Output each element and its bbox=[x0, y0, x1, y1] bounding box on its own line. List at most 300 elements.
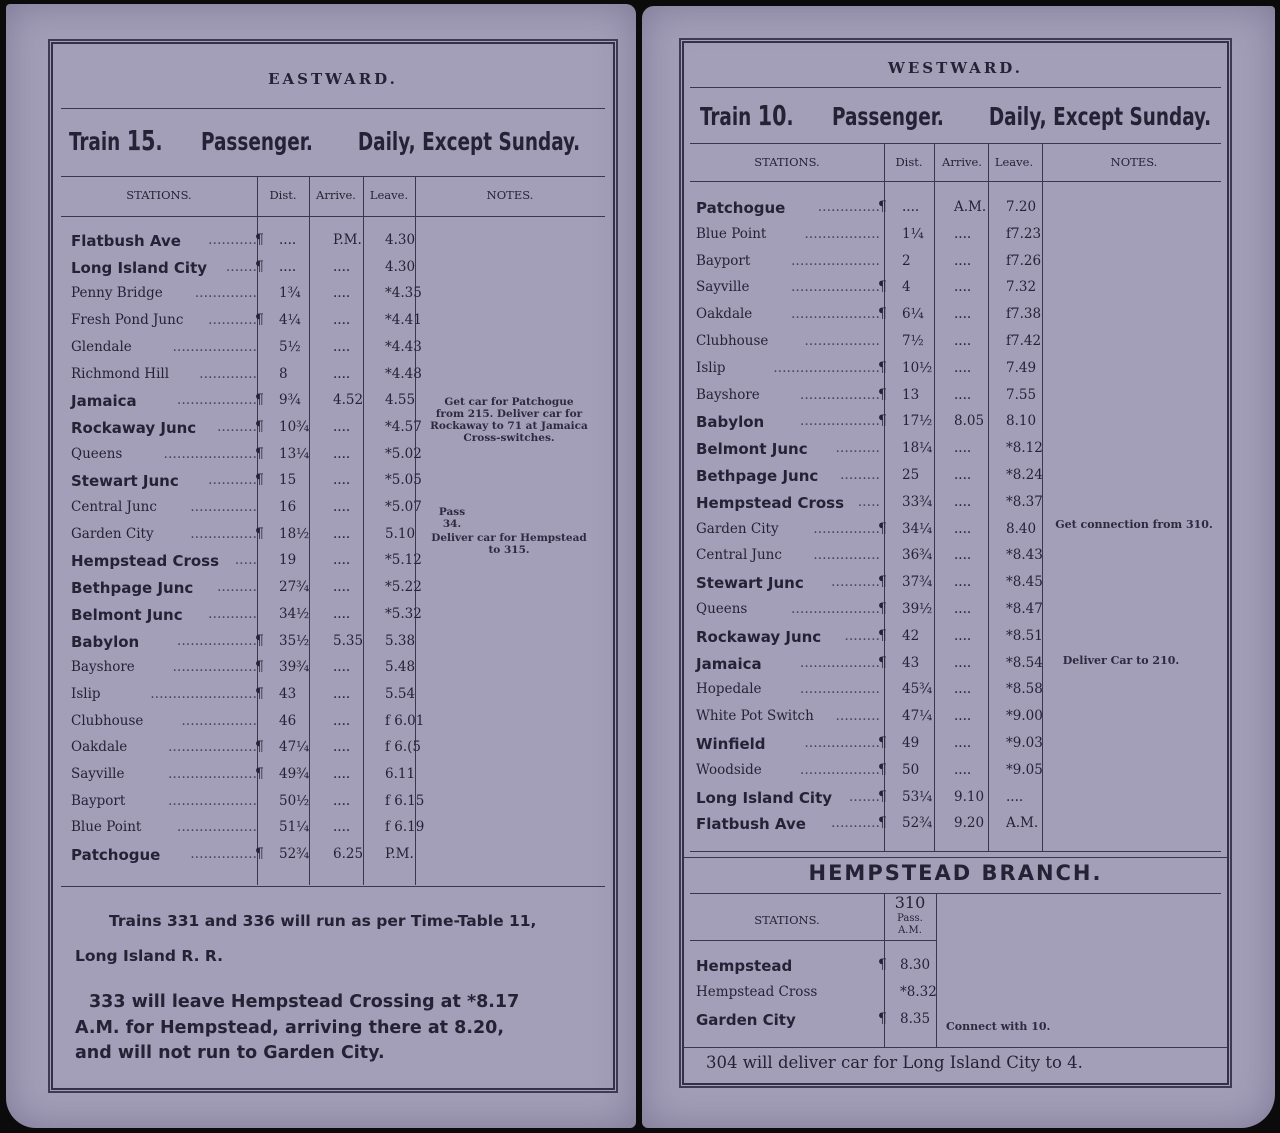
leave-cell: 5.48 bbox=[385, 659, 416, 676]
station-name: Belmont Junc bbox=[71, 605, 183, 624]
timetable-row bbox=[71, 792, 425, 819]
station-mark: ¶ bbox=[878, 413, 887, 430]
leave-cell: *5.07 bbox=[385, 499, 422, 515]
time-cell: 8.30 bbox=[900, 957, 931, 973]
leave-cell: *8.45 bbox=[1006, 574, 1043, 591]
arrive-cell: .... bbox=[333, 525, 351, 542]
arrive-cell: 8.05 bbox=[954, 413, 985, 430]
station-name: Long Island City bbox=[696, 788, 833, 807]
train-number: 15 bbox=[126, 124, 156, 157]
train-number: 10 bbox=[757, 99, 787, 132]
leave-cell: *5.22 bbox=[385, 579, 422, 596]
leave-cell: 6.11 bbox=[385, 766, 416, 782]
timetable-row bbox=[696, 547, 1043, 573]
arrive-cell: 9.10 bbox=[954, 788, 985, 805]
dist-cell: 37¾ bbox=[902, 574, 933, 591]
station-name: Garden City bbox=[696, 1011, 796, 1029]
station-mark: ¶ bbox=[255, 846, 264, 863]
dist-cell: 36¾ bbox=[902, 547, 933, 564]
station-name: Penny Bridge bbox=[71, 285, 163, 302]
dist-cell: .... bbox=[902, 199, 920, 215]
leader-dots: ........... bbox=[208, 472, 257, 489]
leave-cell: f7.26 bbox=[1006, 252, 1042, 269]
branch-row bbox=[696, 984, 936, 1010]
arrive-cell: .... bbox=[333, 472, 351, 489]
leave-cell: *9.05 bbox=[1006, 761, 1043, 778]
footer-line-2: Long Island R. R. bbox=[75, 947, 223, 965]
station-name: Islip bbox=[696, 359, 726, 376]
leader-dots: .................... bbox=[790, 306, 880, 323]
note-garden-city: Get connection from 310. bbox=[1055, 518, 1213, 531]
arrive-cell: .... bbox=[954, 627, 972, 644]
arrive-cell: .... bbox=[333, 792, 351, 809]
arrive-cell: .... bbox=[333, 338, 351, 355]
arrive-cell: .... bbox=[333, 312, 351, 329]
leave-cell: f7.42 bbox=[1006, 333, 1042, 349]
leave-cell: 8.40 bbox=[1006, 520, 1037, 537]
arrive-cell: .... bbox=[333, 685, 351, 702]
leader-dots: ......... bbox=[216, 418, 257, 435]
leave-cell: f 6.19 bbox=[385, 819, 425, 836]
station-mark: ¶ bbox=[255, 632, 264, 649]
dist-cell: 42 bbox=[902, 627, 920, 644]
branch-row bbox=[696, 1011, 936, 1037]
arrive-cell: .... bbox=[333, 258, 351, 275]
dist-cell: 52¾ bbox=[279, 846, 310, 863]
dist-cell: 47¼ bbox=[902, 708, 933, 725]
timetable-row bbox=[696, 815, 1039, 841]
station-name: Rockaway Junc bbox=[71, 418, 197, 437]
timetable-row bbox=[696, 252, 1042, 279]
timetable-row bbox=[696, 761, 1043, 788]
branch-note: Connect with 10. bbox=[946, 1020, 1051, 1033]
leave-cell: 4.30 bbox=[385, 258, 416, 275]
dist-cell: 34¼ bbox=[902, 520, 933, 537]
leader-dots: .................. bbox=[799, 654, 880, 671]
station-mark: ¶ bbox=[255, 472, 264, 489]
station-name: Garden City bbox=[71, 525, 154, 542]
dist-cell: 52¾ bbox=[902, 815, 933, 832]
dist-cell: 16 bbox=[279, 499, 297, 515]
footer-line-1: Trains 331 and 336 will run as per Time-Table 11, bbox=[109, 912, 537, 930]
arrive-cell: 9.20 bbox=[954, 815, 985, 832]
time-cell: *8.32 bbox=[900, 984, 937, 1000]
arrive-cell: .... bbox=[333, 605, 351, 622]
leave-cell: *8.58 bbox=[1006, 681, 1043, 698]
dist-cell: 17½ bbox=[902, 413, 933, 430]
dist-cell: 43 bbox=[902, 654, 920, 671]
train-service: Passenger. bbox=[832, 102, 944, 131]
timetable-row bbox=[696, 654, 1043, 681]
arrive-cell: 6.25 bbox=[333, 846, 364, 863]
station-name: Clubhouse bbox=[71, 712, 144, 729]
station-name: Belmont Junc bbox=[696, 440, 808, 459]
leader-dots: ..... bbox=[857, 493, 880, 510]
leader-dots: .................... bbox=[790, 252, 880, 269]
footer-line-4: A.M. for Hempstead, arriving there at 8.20, bbox=[75, 1018, 504, 1038]
arrive-cell: .... bbox=[954, 359, 972, 376]
train-heading: Train 15. Passenger. Daily, Except Sunday. bbox=[69, 124, 581, 157]
dist-cell: 15 bbox=[279, 472, 297, 489]
station-name: Glendale bbox=[71, 338, 132, 355]
leave-cell: 7.55 bbox=[1006, 386, 1037, 403]
leader-dots: .................. bbox=[176, 632, 257, 649]
timetable-row bbox=[696, 493, 1043, 520]
timetable-row bbox=[71, 418, 422, 445]
station-name: Jamaica bbox=[696, 654, 762, 673]
dist-cell: 10¾ bbox=[279, 418, 310, 435]
station-name: Garden City bbox=[696, 520, 779, 537]
leave-cell: 5.10 bbox=[385, 525, 416, 542]
arrive-cell: .... bbox=[954, 440, 972, 457]
station-mark: ¶ bbox=[878, 306, 887, 323]
station-mark: ¶ bbox=[878, 601, 887, 617]
station-mark: ¶ bbox=[878, 735, 887, 751]
timetable-row bbox=[696, 279, 1036, 305]
arrive-cell: .... bbox=[954, 547, 972, 564]
station-name: Babylon bbox=[71, 632, 140, 651]
arrive-cell: .... bbox=[333, 365, 351, 382]
leader-dots: ......... bbox=[839, 467, 880, 483]
leave-cell: *4.57 bbox=[385, 418, 422, 435]
arrive-cell: .... bbox=[954, 252, 972, 269]
leader-dots: .................... bbox=[790, 601, 880, 617]
leader-dots: ........................ bbox=[773, 359, 880, 376]
leave-cell: f7.23 bbox=[1006, 225, 1042, 242]
leave-cell: 4.30 bbox=[385, 232, 416, 248]
station-name: Stewart Junc bbox=[71, 472, 179, 491]
timetable-row bbox=[696, 521, 1036, 547]
arrive-cell: .... bbox=[333, 445, 351, 462]
leader-dots: ..... bbox=[234, 552, 257, 569]
leader-dots: ............... bbox=[190, 499, 257, 515]
arrive-cell: .... bbox=[954, 306, 972, 323]
timetable-row bbox=[71, 312, 422, 338]
timetable-row bbox=[696, 306, 1042, 332]
dist-cell: .... bbox=[279, 232, 297, 248]
dist-cell: 18¼ bbox=[902, 440, 933, 457]
station-name: Flatbush Ave bbox=[696, 815, 806, 834]
station-name: Patchogue bbox=[71, 846, 161, 865]
timetable-row bbox=[696, 440, 1043, 466]
leave-cell: *5.02 bbox=[385, 445, 422, 462]
leave-cell: 5.54 bbox=[385, 685, 416, 702]
dist-cell: 49¾ bbox=[279, 766, 310, 782]
timetable-row bbox=[71, 472, 422, 498]
dist-cell: 6¼ bbox=[902, 306, 924, 323]
arrive-cell: .... bbox=[333, 712, 351, 729]
train-service: Passenger. bbox=[201, 127, 313, 156]
station-mark: ¶ bbox=[255, 445, 264, 462]
dist-cell: 4¼ bbox=[279, 312, 301, 329]
leader-dots: ........... bbox=[831, 574, 880, 591]
station-mark: ¶ bbox=[255, 685, 264, 702]
leader-dots: ........... bbox=[208, 232, 257, 248]
leader-dots: ..................... bbox=[163, 445, 257, 462]
timetable-row bbox=[71, 659, 416, 685]
leader-dots: .............. bbox=[194, 285, 257, 302]
station-name: Hempstead Cross bbox=[696, 984, 818, 1000]
timetable-row bbox=[71, 685, 416, 712]
dist-cell: 7½ bbox=[902, 333, 924, 349]
leader-dots: ............... bbox=[813, 547, 880, 564]
station-name: Babylon bbox=[696, 413, 765, 432]
station-name: Sayville bbox=[696, 279, 750, 296]
timetable-row bbox=[71, 605, 422, 632]
dist-cell: 4 bbox=[902, 279, 911, 296]
train-schedule: Daily, Except Sunday. bbox=[357, 127, 581, 156]
dist-cell: 47¼ bbox=[279, 739, 310, 756]
leader-dots: .................. bbox=[176, 819, 257, 836]
timetable-row bbox=[696, 413, 1036, 439]
arrive-cell: .... bbox=[954, 761, 972, 778]
station-name: Clubhouse bbox=[696, 333, 769, 349]
arrive-cell: .... bbox=[333, 499, 351, 515]
leave-cell: *9.00 bbox=[1006, 708, 1043, 725]
arrive-cell: .... bbox=[954, 225, 972, 242]
leader-dots: .................... bbox=[167, 792, 257, 809]
branch-train-period: A.M. bbox=[898, 925, 922, 936]
station-name: Rockaway Junc bbox=[696, 627, 822, 646]
dist-header: Dist. bbox=[269, 188, 297, 202]
timetable-row bbox=[71, 445, 422, 472]
timetable-row bbox=[71, 846, 414, 872]
leader-dots: ....... bbox=[225, 258, 257, 275]
station-name: Hopedale bbox=[696, 681, 762, 698]
leave-cell: *5.32 bbox=[385, 605, 422, 622]
station-mark: ¶ bbox=[878, 279, 887, 296]
leave-header: Leave. bbox=[994, 155, 1034, 169]
arrive-cell: .... bbox=[954, 681, 972, 698]
station-name: Bethpage Junc bbox=[71, 579, 194, 598]
leader-dots: ........... bbox=[208, 605, 257, 622]
dist-header: Dist. bbox=[895, 155, 923, 169]
leader-dots: .................. bbox=[799, 413, 880, 430]
dist-cell: 18½ bbox=[279, 525, 310, 542]
station-name: Jamaica bbox=[71, 392, 137, 411]
stations-header: STATIONS. bbox=[754, 155, 820, 169]
arrive-cell: .... bbox=[333, 819, 351, 836]
station-name: Central Junc bbox=[696, 547, 782, 564]
timetable-row bbox=[696, 387, 1036, 413]
arrive-cell: .... bbox=[954, 735, 972, 751]
timetable-row bbox=[71, 258, 416, 285]
leave-cell: f 6.01 bbox=[385, 712, 425, 729]
leave-cell: 7.20 bbox=[1006, 199, 1037, 215]
leader-dots: .......... bbox=[835, 440, 880, 457]
station-mark: ¶ bbox=[878, 574, 887, 591]
leave-cell: *8.37 bbox=[1006, 493, 1043, 510]
dist-cell: 39¾ bbox=[279, 659, 310, 676]
dist-cell: 2 bbox=[902, 252, 911, 269]
station-mark: ¶ bbox=[878, 815, 887, 832]
timetable-row bbox=[71, 232, 416, 258]
timetable-row bbox=[696, 360, 1036, 386]
timetable-row bbox=[696, 627, 1043, 654]
timetable-row bbox=[696, 789, 1036, 815]
station-name: Fresh Pond Junc bbox=[71, 312, 184, 329]
arrive-cell: .... bbox=[333, 418, 351, 435]
arrive-header: Arrive. bbox=[942, 155, 982, 169]
timetable-row bbox=[696, 601, 1043, 627]
station-mark: ¶ bbox=[255, 392, 264, 409]
arrive-cell: .... bbox=[333, 739, 351, 756]
leader-dots: ........ bbox=[844, 627, 880, 644]
dist-cell: 39½ bbox=[902, 601, 933, 617]
leader-dots: .................. bbox=[799, 761, 880, 778]
arrive-cell: .... bbox=[333, 766, 351, 782]
station-name: Blue Point bbox=[696, 225, 767, 242]
timetable-row bbox=[71, 766, 416, 792]
station-mark: ¶ bbox=[878, 386, 887, 403]
station-mark: ¶ bbox=[878, 627, 887, 644]
branch-train-type: Pass. bbox=[897, 913, 923, 924]
timetable-row bbox=[71, 712, 425, 739]
station-name: Richmond Hill bbox=[71, 365, 170, 382]
time-cell: 8.35 bbox=[900, 1011, 931, 1027]
arrive-cell: .... bbox=[954, 333, 972, 349]
leader-dots: ........... bbox=[208, 312, 257, 329]
leave-cell: *8.47 bbox=[1006, 601, 1043, 617]
arrive-cell: .... bbox=[954, 574, 972, 591]
arrive-cell: P.M. bbox=[333, 232, 362, 248]
timetable-row bbox=[696, 574, 1043, 600]
station-name: Patchogue bbox=[696, 199, 786, 217]
leader-dots: ........................ bbox=[150, 685, 257, 702]
leader-dots: .............. bbox=[817, 199, 880, 215]
dist-cell: 10½ bbox=[902, 359, 933, 376]
timetable-row bbox=[696, 708, 1043, 734]
station-mark: ¶ bbox=[255, 232, 264, 248]
station-name: Bayport bbox=[696, 252, 751, 269]
branch-title: HEMPSTEAD BRANCH. bbox=[808, 861, 1103, 885]
leave-cell: .... bbox=[1006, 788, 1024, 805]
dist-cell: 19 bbox=[279, 552, 297, 569]
timetable-row bbox=[71, 819, 425, 845]
dist-cell: 13 bbox=[902, 386, 920, 403]
arrive-cell: .... bbox=[954, 654, 972, 671]
footer-line-3: 333 will leave Hempstead Crossing at *8.17 bbox=[89, 992, 520, 1012]
station-name: Oakdale bbox=[71, 739, 128, 756]
leader-dots: ................... bbox=[172, 338, 257, 355]
leader-dots: ................. bbox=[804, 225, 880, 242]
station-mark: ¶ bbox=[878, 654, 887, 671]
station-mark: ¶ bbox=[878, 520, 887, 537]
station-name: Hempstead bbox=[696, 957, 793, 975]
note-jamaica: Get car for Patchogue from 215. Deliver car for Rockaway to 71 at Jamaica Cross-switches. bbox=[430, 396, 588, 444]
station-name: Hempstead Cross bbox=[71, 552, 220, 571]
dist-cell: 45¾ bbox=[902, 681, 933, 698]
arrive-cell: .... bbox=[954, 601, 972, 617]
station-mark: ¶ bbox=[878, 788, 887, 805]
timetable-row bbox=[696, 333, 1042, 359]
stations-header: STATIONS. bbox=[126, 188, 192, 202]
leader-dots: ............... bbox=[190, 525, 257, 542]
leave-cell: *8.24 bbox=[1006, 467, 1043, 483]
station-mark: ¶ bbox=[878, 761, 887, 778]
timetable-row bbox=[71, 632, 416, 659]
leave-cell: *4.41 bbox=[385, 312, 422, 329]
station-mark: ¶ bbox=[878, 199, 887, 215]
station-name: Blue Point bbox=[71, 819, 142, 836]
leader-dots: .................... bbox=[167, 766, 257, 782]
station-name: White Pot Switch bbox=[696, 708, 814, 725]
westward-frame bbox=[682, 41, 1229, 1085]
dist-cell: 46 bbox=[279, 712, 297, 729]
arrive-cell: .... bbox=[954, 493, 972, 510]
leave-cell: *9.03 bbox=[1006, 735, 1043, 751]
leave-cell: *5.05 bbox=[385, 472, 422, 489]
timetable-row bbox=[71, 525, 416, 552]
arrive-cell: 5.35 bbox=[333, 632, 364, 649]
arrive-cell: A.M. bbox=[954, 199, 987, 215]
dist-cell: 35½ bbox=[279, 632, 310, 649]
leave-cell: *4.43 bbox=[385, 338, 422, 355]
station-name: Stewart Junc bbox=[696, 574, 804, 593]
arrive-cell: .... bbox=[333, 552, 351, 569]
dist-cell: 33¾ bbox=[902, 493, 933, 510]
station-mark: ¶ bbox=[878, 359, 887, 376]
dist-cell: 1¼ bbox=[902, 225, 924, 242]
dist-cell: 53¼ bbox=[902, 788, 933, 805]
leader-dots: ................. bbox=[804, 333, 880, 349]
train-schedule: Daily, Except Sunday. bbox=[988, 102, 1212, 131]
station-name: Islip bbox=[71, 685, 101, 702]
eastward-page bbox=[6, 4, 636, 1128]
leader-dots: .................... bbox=[790, 279, 880, 296]
branch-footer: 304 will deliver car for Long Island City to 4. bbox=[706, 1053, 1083, 1072]
dist-cell: 50½ bbox=[279, 792, 310, 809]
timetable-row bbox=[71, 579, 422, 605]
dist-cell: 5½ bbox=[279, 338, 301, 355]
branch-train-number: 310 bbox=[894, 893, 926, 912]
station-name: Bethpage Junc bbox=[696, 467, 819, 485]
station-mark: ¶ bbox=[255, 525, 264, 542]
timetable-row bbox=[696, 467, 1043, 493]
leader-dots: ........... bbox=[831, 815, 880, 832]
station-mark: ¶ bbox=[255, 659, 264, 676]
leave-cell: *8.43 bbox=[1006, 547, 1043, 564]
timetable-row bbox=[71, 365, 422, 392]
leave-cell: P.M. bbox=[385, 846, 414, 863]
dist-cell: 43 bbox=[279, 685, 297, 702]
dist-cell: 49 bbox=[902, 735, 920, 751]
train-label: Train bbox=[700, 102, 752, 131]
leave-cell: *8.51 bbox=[1006, 627, 1043, 644]
leave-header: Leave. bbox=[369, 188, 409, 202]
station-mark: ¶ bbox=[255, 766, 264, 782]
timetable-row bbox=[71, 338, 422, 365]
branch-stations-header: STATIONS. bbox=[754, 913, 820, 927]
arrive-cell: .... bbox=[954, 279, 972, 296]
dist-cell: 25 bbox=[902, 467, 920, 483]
branch-row bbox=[696, 957, 936, 983]
station-name: Sayville bbox=[71, 766, 125, 782]
leader-dots: .................. bbox=[799, 681, 880, 698]
train-label: Train bbox=[69, 127, 121, 156]
eastward-frame bbox=[51, 42, 615, 1090]
dist-cell: 34½ bbox=[279, 605, 310, 622]
arrive-cell: .... bbox=[954, 386, 972, 403]
station-mark: ¶ bbox=[255, 418, 264, 435]
dist-cell: 51¼ bbox=[279, 819, 310, 836]
station-name: Central Junc bbox=[71, 499, 157, 515]
station-name: Flatbush Ave bbox=[71, 232, 181, 250]
leader-dots: ....... bbox=[848, 788, 880, 805]
dist-cell: 50 bbox=[902, 761, 920, 778]
arrive-cell: .... bbox=[954, 520, 972, 537]
station-name: Winfield bbox=[696, 735, 766, 753]
